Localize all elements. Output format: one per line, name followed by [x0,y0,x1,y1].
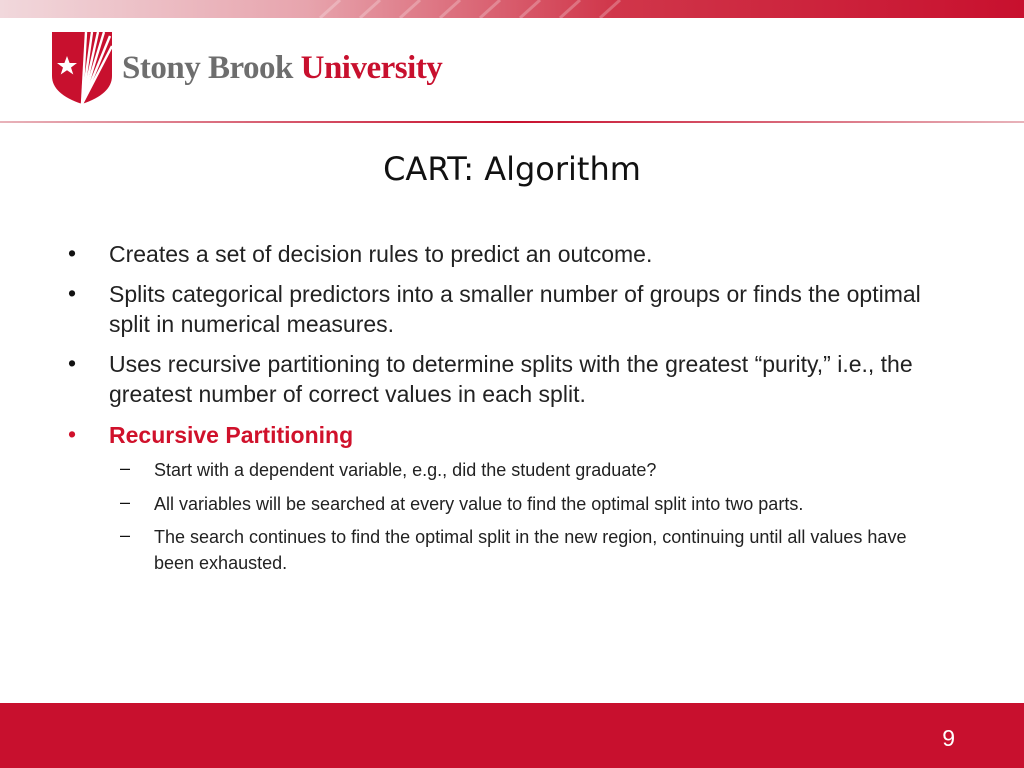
bullet-marker: • [68,240,77,266]
header-divider [0,121,1024,123]
slide-title: CART: Algorithm [383,150,641,188]
bullet-text: Splits categorical predictors into a smaller number of groups or finds the optimal split in numerical measures. [109,281,921,337]
logo-word-university: University [300,50,443,86]
page-number: 9 [942,725,955,751]
sub-bullet-text: Start with a dependent variable, e.g., did the student graduate? [154,460,657,480]
bullet-marker-highlight: • [68,421,77,447]
bullet-heading-recursive-partitioning: Recursive Partitioning [109,422,354,448]
bullet-text: Creates a set of decision rules to predict an outcome. [109,241,653,267]
university-logo [52,32,112,104]
footer-band [0,703,1024,768]
bullet-text: Uses recursive partitioning to determine splits with the greatest “purity,” i.e., the greatest number of correct values in each split. [109,351,913,407]
sub-bullet-text: The search continues to find the optimal split in the new region, continuing until all values have been exhausted. [154,527,907,573]
logo-wordmark [122,50,442,87]
sub-bullet-marker: – [120,525,131,545]
bullet-marker: • [68,280,77,306]
stony-brook-shield-icon [52,32,112,104]
bullet-marker: • [68,350,77,376]
logo-word-stony-brook: Stony Brook [122,50,293,86]
top-decorative-band [0,0,1024,18]
sub-bullet-marker: – [120,458,131,478]
sub-bullet-text: All variables will be searched at every value to find the optimal split into two parts. [154,494,804,514]
band-stripes [0,0,1024,18]
sub-bullet-marker: – [120,492,131,512]
